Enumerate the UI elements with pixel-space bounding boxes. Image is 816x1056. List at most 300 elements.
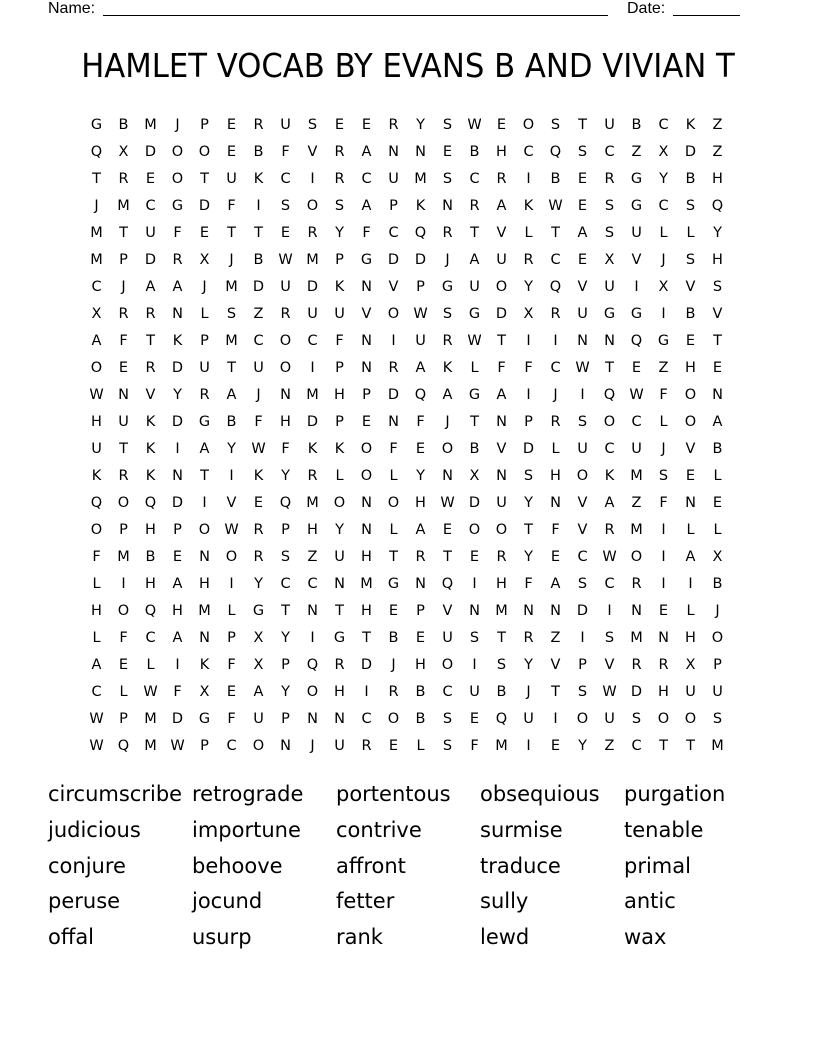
grid-letter[interactable]: F: [659, 386, 668, 403]
grid-letter[interactable]: K: [91, 467, 102, 484]
grid-letter[interactable]: O: [171, 170, 184, 187]
grid-letter[interactable]: X: [253, 656, 264, 673]
grid-letter[interactable]: B: [415, 710, 426, 727]
grid-letter[interactable]: Y: [524, 494, 533, 511]
grid-letter[interactable]: S: [307, 116, 318, 133]
grid-letter[interactable]: W: [224, 521, 239, 538]
grid-letter[interactable]: F: [362, 224, 371, 241]
grid-letter[interactable]: C: [280, 575, 291, 592]
grid-letter[interactable]: A: [253, 683, 264, 700]
grid-letter[interactable]: M: [711, 737, 724, 754]
grid-letter[interactable]: O: [630, 548, 643, 565]
grid-letter[interactable]: X: [685, 656, 696, 673]
grid-letter[interactable]: U: [253, 359, 264, 376]
grid-letter[interactable]: U: [415, 332, 426, 349]
grid-letter[interactable]: R: [253, 548, 264, 565]
grid-letter[interactable]: W: [629, 386, 644, 403]
grid-letter[interactable]: P: [416, 602, 425, 619]
grid-letter[interactable]: R: [253, 521, 264, 538]
grid-letter[interactable]: L: [659, 413, 668, 430]
grid-letter[interactable]: P: [281, 656, 290, 673]
grid-letter[interactable]: R: [604, 170, 615, 187]
grid-letter[interactable]: V: [496, 224, 507, 241]
grid-letter[interactable]: J: [121, 278, 126, 295]
grid-letter[interactable]: G: [630, 170, 643, 187]
grid-letter[interactable]: U: [523, 710, 534, 727]
grid-letter[interactable]: O: [603, 413, 616, 430]
grid-letter[interactable]: K: [253, 467, 264, 484]
grid-letter[interactable]: T: [119, 440, 128, 457]
grid-letter[interactable]: I: [661, 305, 666, 322]
grid-letter[interactable]: T: [605, 359, 614, 376]
grid-letter[interactable]: J: [256, 386, 261, 403]
grid-letter[interactable]: W: [143, 683, 158, 700]
grid-letter[interactable]: A: [550, 575, 561, 592]
grid-letter[interactable]: C: [442, 683, 453, 700]
grid-letter[interactable]: B: [712, 440, 723, 457]
grid-letter[interactable]: R: [118, 467, 129, 484]
grid-letter[interactable]: W: [170, 737, 185, 754]
grid-letter[interactable]: U: [496, 251, 507, 268]
grid-letter[interactable]: U: [496, 494, 507, 511]
grid-letter[interactable]: S: [685, 251, 696, 268]
grid-letter[interactable]: D: [171, 413, 184, 430]
grid-letter[interactable]: U: [118, 413, 129, 430]
grid-letter[interactable]: H: [334, 386, 345, 403]
grid-letter[interactable]: D: [495, 305, 508, 322]
grid-letter[interactable]: M: [117, 548, 130, 565]
grid-letter[interactable]: O: [279, 332, 292, 349]
grid-letter[interactable]: E: [388, 737, 399, 754]
grid-letter[interactable]: R: [496, 548, 507, 565]
grid-letter[interactable]: A: [415, 359, 426, 376]
grid-letter[interactable]: K: [145, 467, 156, 484]
grid-letter[interactable]: R: [307, 467, 318, 484]
grid-letter[interactable]: U: [712, 683, 723, 700]
grid-letter[interactable]: S: [442, 305, 453, 322]
grid-letter[interactable]: K: [334, 440, 345, 457]
grid-letter[interactable]: W: [602, 683, 617, 700]
grid-letter[interactable]: A: [199, 440, 210, 457]
grid-letter[interactable]: R: [145, 359, 156, 376]
grid-letter[interactable]: O: [684, 386, 697, 403]
grid-letter[interactable]: W: [602, 548, 617, 565]
date-input-line[interactable]: [673, 15, 740, 16]
grid-letter[interactable]: Z: [631, 143, 642, 160]
grid-letter[interactable]: R: [442, 332, 453, 349]
grid-letter[interactable]: P: [335, 413, 344, 430]
grid-letter[interactable]: U: [631, 440, 642, 457]
grid-letter[interactable]: U: [604, 710, 615, 727]
grid-letter[interactable]: D: [144, 251, 157, 268]
grid-letter[interactable]: E: [361, 413, 372, 430]
grid-letter[interactable]: G: [171, 197, 184, 214]
grid-letter[interactable]: N: [442, 197, 453, 214]
grid-letter[interactable]: F: [551, 521, 560, 538]
grid-letter[interactable]: A: [496, 197, 507, 214]
grid-letter[interactable]: I: [175, 440, 180, 457]
grid-letter[interactable]: F: [254, 413, 263, 430]
grid-letter[interactable]: P: [281, 710, 290, 727]
grid-letter[interactable]: G: [630, 305, 643, 322]
grid-letter[interactable]: C: [604, 440, 615, 457]
grid-letter[interactable]: O: [171, 143, 184, 160]
grid-letter[interactable]: Q: [117, 737, 130, 754]
grid-letter[interactable]: E: [469, 548, 480, 565]
grid-letter[interactable]: V: [577, 494, 588, 511]
grid-letter[interactable]: X: [658, 278, 669, 295]
grid-letter[interactable]: E: [415, 440, 426, 457]
grid-letter[interactable]: C: [145, 629, 156, 646]
grid-letter[interactable]: B: [253, 251, 264, 268]
grid-letter[interactable]: T: [578, 116, 587, 133]
grid-letter[interactable]: N: [388, 413, 399, 430]
grid-letter[interactable]: U: [280, 278, 291, 295]
grid-letter[interactable]: S: [577, 683, 588, 700]
grid-letter[interactable]: D: [252, 278, 265, 295]
grid-letter[interactable]: Q: [441, 575, 454, 592]
grid-letter[interactable]: E: [172, 548, 183, 565]
grid-letter[interactable]: R: [334, 143, 345, 160]
grid-letter[interactable]: F: [119, 629, 128, 646]
grid-letter[interactable]: E: [550, 737, 561, 754]
grid-letter[interactable]: H: [496, 575, 507, 592]
grid-letter[interactable]: V: [712, 305, 723, 322]
grid-letter[interactable]: N: [442, 467, 453, 484]
grid-letter[interactable]: G: [603, 305, 616, 322]
grid-letter[interactable]: H: [496, 143, 507, 160]
grid-letter[interactable]: W: [467, 116, 482, 133]
grid-letter[interactable]: Y: [416, 467, 425, 484]
grid-letter[interactable]: O: [576, 710, 589, 727]
grid-letter[interactable]: C: [658, 197, 669, 214]
grid-letter[interactable]: Q: [144, 602, 157, 619]
grid-letter[interactable]: W: [278, 251, 293, 268]
grid-letter[interactable]: P: [416, 278, 425, 295]
grid-letter[interactable]: D: [306, 278, 319, 295]
grid-letter[interactable]: P: [200, 737, 209, 754]
grid-letter[interactable]: E: [577, 251, 588, 268]
grid-letter[interactable]: P: [227, 629, 236, 646]
grid-letter[interactable]: Y: [335, 224, 344, 241]
grid-letter[interactable]: G: [387, 575, 400, 592]
grid-letter[interactable]: O: [576, 467, 589, 484]
grid-letter[interactable]: A: [685, 548, 696, 565]
grid-letter[interactable]: F: [497, 359, 506, 376]
grid-letter[interactable]: R: [550, 413, 561, 430]
grid-letter[interactable]: L: [686, 224, 695, 241]
grid-letter[interactable]: D: [198, 197, 211, 214]
grid-letter[interactable]: S: [442, 116, 453, 133]
grid-letter[interactable]: E: [496, 116, 507, 133]
grid-letter[interactable]: U: [604, 116, 615, 133]
grid-letter[interactable]: K: [199, 656, 210, 673]
grid-letter[interactable]: D: [171, 494, 184, 511]
grid-letter[interactable]: Y: [524, 278, 533, 295]
grid-letter[interactable]: P: [200, 116, 209, 133]
grid-letter[interactable]: F: [335, 332, 344, 349]
grid-letter[interactable]: S: [523, 467, 534, 484]
grid-letter[interactable]: E: [118, 359, 129, 376]
grid-letter[interactable]: K: [334, 278, 345, 295]
grid-letter[interactable]: Q: [279, 494, 292, 511]
grid-letter[interactable]: A: [712, 413, 723, 430]
grid-letter[interactable]: L: [146, 656, 155, 673]
grid-letter[interactable]: V: [388, 278, 399, 295]
grid-letter[interactable]: F: [173, 683, 182, 700]
grid-letter[interactable]: N: [388, 143, 399, 160]
grid-letter[interactable]: E: [469, 710, 480, 727]
grid-letter[interactable]: O: [90, 359, 103, 376]
grid-letter[interactable]: N: [199, 629, 210, 646]
grid-letter[interactable]: Y: [713, 224, 722, 241]
grid-letter[interactable]: T: [227, 224, 236, 241]
grid-letter[interactable]: A: [91, 332, 102, 349]
grid-letter[interactable]: L: [92, 629, 101, 646]
grid-letter[interactable]: I: [607, 602, 612, 619]
grid-letter[interactable]: K: [253, 170, 264, 187]
grid-letter[interactable]: N: [172, 305, 183, 322]
grid-letter[interactable]: D: [171, 710, 184, 727]
grid-letter[interactable]: B: [469, 440, 480, 457]
grid-letter[interactable]: B: [469, 143, 480, 160]
grid-letter[interactable]: E: [118, 656, 129, 673]
grid-letter[interactable]: I: [391, 332, 396, 349]
grid-letter[interactable]: J: [526, 683, 531, 700]
grid-letter[interactable]: D: [387, 386, 400, 403]
grid-letter[interactable]: V: [577, 521, 588, 538]
grid-letter[interactable]: E: [280, 224, 291, 241]
grid-letter[interactable]: I: [472, 656, 477, 673]
grid-letter[interactable]: T: [497, 629, 506, 646]
grid-letter[interactable]: N: [415, 143, 426, 160]
grid-letter[interactable]: N: [496, 467, 507, 484]
grid-letter[interactable]: O: [360, 440, 373, 457]
grid-letter[interactable]: I: [526, 170, 531, 187]
grid-letter[interactable]: X: [199, 251, 210, 268]
grid-letter[interactable]: L: [713, 467, 722, 484]
grid-letter[interactable]: W: [440, 494, 455, 511]
grid-letter[interactable]: M: [306, 386, 319, 403]
grid-letter[interactable]: U: [145, 224, 156, 241]
grid-letter[interactable]: X: [91, 305, 102, 322]
grid-letter[interactable]: P: [713, 656, 722, 673]
grid-letter[interactable]: R: [658, 656, 669, 673]
grid-letter[interactable]: Q: [144, 494, 157, 511]
grid-letter[interactable]: S: [604, 224, 615, 241]
grid-letter[interactable]: B: [253, 143, 264, 160]
grid-letter[interactable]: V: [604, 656, 615, 673]
grid-letter[interactable]: T: [470, 413, 479, 430]
grid-letter[interactable]: S: [550, 116, 561, 133]
grid-letter[interactable]: N: [334, 575, 345, 592]
grid-letter[interactable]: O: [117, 494, 130, 511]
grid-letter[interactable]: A: [172, 629, 183, 646]
grid-letter[interactable]: F: [227, 710, 236, 727]
grid-letter[interactable]: F: [173, 224, 182, 241]
grid-letter[interactable]: O: [441, 440, 454, 457]
grid-letter[interactable]: P: [200, 332, 209, 349]
grid-letter[interactable]: Z: [550, 629, 561, 646]
grid-letter[interactable]: J: [202, 278, 207, 295]
grid-letter[interactable]: U: [631, 224, 642, 241]
grid-letter[interactable]: W: [548, 197, 563, 214]
grid-letter[interactable]: J: [229, 251, 234, 268]
grid-letter[interactable]: L: [200, 305, 209, 322]
grid-letter[interactable]: E: [226, 116, 237, 133]
grid-letter[interactable]: R: [199, 386, 210, 403]
grid-letter[interactable]: E: [577, 197, 588, 214]
grid-letter[interactable]: F: [524, 575, 533, 592]
grid-letter[interactable]: T: [281, 602, 290, 619]
grid-letter[interactable]: M: [414, 170, 427, 187]
grid-letter[interactable]: R: [334, 170, 345, 187]
grid-letter[interactable]: A: [577, 224, 588, 241]
grid-letter[interactable]: B: [631, 116, 642, 133]
grid-letter[interactable]: N: [280, 737, 291, 754]
grid-letter[interactable]: Q: [495, 710, 508, 727]
grid-letter[interactable]: L: [551, 440, 560, 457]
grid-letter[interactable]: I: [580, 629, 585, 646]
grid-letter[interactable]: I: [526, 737, 531, 754]
grid-letter[interactable]: F: [281, 143, 290, 160]
grid-letter[interactable]: Z: [604, 737, 615, 754]
grid-letter[interactable]: E: [334, 116, 345, 133]
grid-letter[interactable]: E: [631, 359, 642, 376]
grid-letter[interactable]: E: [712, 494, 723, 511]
grid-letter[interactable]: L: [524, 224, 533, 241]
grid-letter[interactable]: V: [307, 143, 318, 160]
grid-letter[interactable]: F: [92, 548, 101, 565]
grid-letter[interactable]: A: [604, 494, 615, 511]
grid-letter[interactable]: Z: [712, 116, 723, 133]
grid-letter[interactable]: P: [524, 413, 533, 430]
grid-letter[interactable]: G: [333, 629, 346, 646]
grid-letter[interactable]: B: [685, 170, 696, 187]
grid-letter[interactable]: Q: [711, 197, 724, 214]
grid-letter[interactable]: A: [172, 278, 183, 295]
grid-letter[interactable]: N: [172, 467, 183, 484]
grid-letter[interactable]: H: [712, 170, 723, 187]
grid-letter[interactable]: P: [119, 710, 128, 727]
grid-letter[interactable]: R: [145, 305, 156, 322]
grid-letter[interactable]: N: [361, 278, 372, 295]
grid-letter[interactable]: I: [661, 548, 666, 565]
grid-letter[interactable]: H: [712, 251, 723, 268]
grid-letter[interactable]: B: [496, 683, 507, 700]
grid-letter[interactable]: R: [442, 224, 453, 241]
grid-letter[interactable]: Y: [173, 386, 182, 403]
grid-letter[interactable]: R: [550, 305, 561, 322]
grid-letter[interactable]: O: [711, 629, 724, 646]
grid-letter[interactable]: H: [334, 683, 345, 700]
grid-letter[interactable]: Q: [549, 143, 562, 160]
grid-letter[interactable]: E: [388, 602, 399, 619]
grid-letter[interactable]: C: [550, 251, 561, 268]
grid-letter[interactable]: H: [685, 629, 696, 646]
grid-letter[interactable]: P: [119, 251, 128, 268]
grid-letter[interactable]: M: [117, 197, 130, 214]
grid-letter[interactable]: N: [307, 710, 318, 727]
grid-letter[interactable]: Q: [414, 386, 427, 403]
grid-letter[interactable]: O: [684, 413, 697, 430]
grid-letter[interactable]: X: [199, 683, 210, 700]
grid-letter[interactable]: K: [172, 332, 183, 349]
grid-letter[interactable]: T: [200, 170, 209, 187]
grid-letter[interactable]: I: [256, 197, 261, 214]
grid-letter[interactable]: L: [416, 737, 425, 754]
grid-letter[interactable]: E: [226, 143, 237, 160]
grid-letter[interactable]: J: [715, 602, 720, 619]
grid-letter[interactable]: D: [387, 251, 400, 268]
grid-letter[interactable]: Y: [335, 521, 344, 538]
grid-letter[interactable]: I: [229, 467, 234, 484]
grid-letter[interactable]: S: [577, 575, 588, 592]
grid-letter[interactable]: T: [227, 359, 236, 376]
grid-letter[interactable]: P: [281, 521, 290, 538]
grid-letter[interactable]: F: [416, 413, 425, 430]
grid-letter[interactable]: O: [495, 521, 508, 538]
grid-letter[interactable]: Q: [414, 224, 427, 241]
grid-letter[interactable]: M: [306, 494, 319, 511]
grid-letter[interactable]: R: [280, 305, 291, 322]
grid-letter[interactable]: C: [91, 278, 102, 295]
grid-letter[interactable]: J: [445, 413, 450, 430]
grid-letter[interactable]: X: [253, 629, 264, 646]
grid-letter[interactable]: S: [280, 197, 291, 214]
grid-letter[interactable]: X: [658, 143, 669, 160]
grid-letter[interactable]: G: [90, 116, 103, 133]
grid-letter[interactable]: V: [577, 278, 588, 295]
grid-letter[interactable]: S: [577, 143, 588, 160]
grid-letter[interactable]: H: [172, 602, 183, 619]
grid-letter[interactable]: T: [524, 521, 533, 538]
grid-letter[interactable]: C: [523, 143, 534, 160]
grid-letter[interactable]: L: [686, 602, 695, 619]
grid-letter[interactable]: Z: [631, 494, 642, 511]
grid-letter[interactable]: Y: [281, 629, 290, 646]
grid-letter[interactable]: I: [310, 629, 315, 646]
grid-letter[interactable]: G: [630, 197, 643, 214]
grid-letter[interactable]: F: [281, 440, 290, 457]
grid-letter[interactable]: P: [578, 656, 587, 673]
grid-letter[interactable]: L: [470, 359, 479, 376]
grid-letter[interactable]: T: [686, 737, 695, 754]
grid-letter[interactable]: N: [658, 629, 669, 646]
grid-letter[interactable]: R: [523, 251, 534, 268]
grid-letter[interactable]: G: [198, 710, 211, 727]
grid-letter[interactable]: E: [199, 224, 210, 241]
grid-letter[interactable]: Q: [630, 332, 643, 349]
grid-letter[interactable]: K: [145, 440, 156, 457]
grid-letter[interactable]: C: [604, 143, 615, 160]
grid-letter[interactable]: B: [550, 170, 561, 187]
grid-letter[interactable]: O: [657, 710, 670, 727]
grid-letter[interactable]: I: [553, 332, 558, 349]
grid-letter[interactable]: O: [198, 143, 211, 160]
grid-letter[interactable]: M: [90, 251, 103, 268]
grid-letter[interactable]: S: [469, 629, 480, 646]
grid-letter[interactable]: J: [391, 656, 396, 673]
grid-letter[interactable]: T: [92, 170, 101, 187]
grid-letter[interactable]: C: [388, 224, 399, 241]
grid-letter[interactable]: H: [685, 359, 696, 376]
grid-letter[interactable]: L: [389, 521, 398, 538]
grid-letter[interactable]: E: [658, 602, 669, 619]
grid-letter[interactable]: U: [199, 359, 210, 376]
grid-letter[interactable]: I: [310, 359, 315, 376]
grid-letter[interactable]: T: [470, 224, 479, 241]
